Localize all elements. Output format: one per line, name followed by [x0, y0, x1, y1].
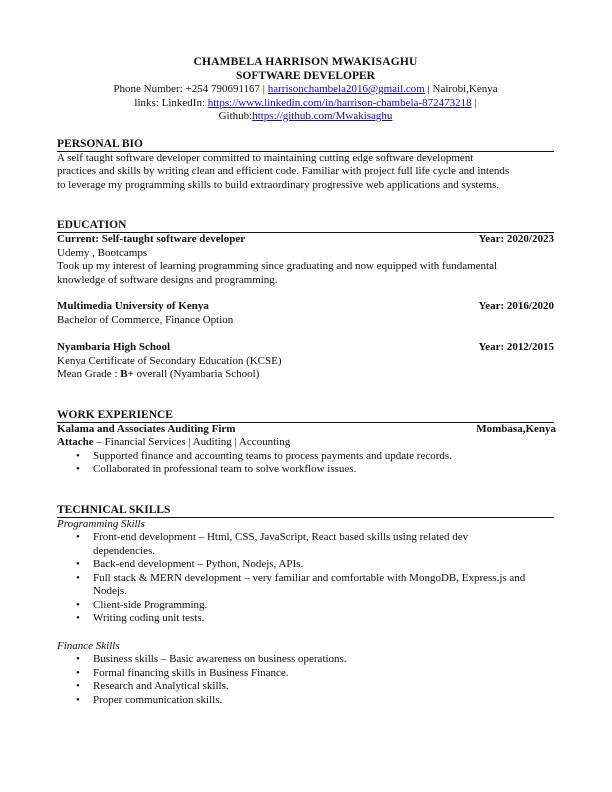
education-entry-highschool	[57, 341, 554, 382]
education-heading: Nyambaria High School	[57, 341, 171, 353]
list-item: • Research and Analytical skills.	[93, 680, 554, 694]
email-link[interactable]: harrisonchambela2016@gmail.com	[267, 83, 425, 95]
education-heading: Current: Self-taught software developer	[57, 233, 246, 245]
work-position-detail: – Financial Services | Auditing | Accounting	[93, 436, 291, 448]
links-label: links: LinkedIn:	[134, 96, 208, 109]
bio-line: A self taught software developer committed to maintaining cutting edge software development	[57, 151, 474, 164]
phone-text: Phone Number: +254 790691167 |	[113, 83, 268, 95]
programming-skills-list	[57, 531, 554, 626]
links-separator: |	[471, 96, 477, 109]
list-item: • Writing coding unit tests.	[93, 612, 554, 626]
list-item: • Client-side Programming.	[93, 599, 554, 613]
github-link[interactable]: https://github.com/Mwakisaghu	[252, 110, 393, 122]
work-position: Attache	[57, 436, 94, 448]
education-title: EDUCATION	[57, 219, 554, 233]
finance-skills-title: Finance Skills	[57, 639, 120, 652]
list-item: • Collaborated in professional team to solve workflow issues.	[93, 463, 554, 477]
list-item-text: dependencies.	[93, 544, 155, 557]
grade-value: B+	[120, 368, 134, 380]
work-title: WORK EXPERIENCE	[57, 409, 554, 423]
education-detail: Kenya Certificate of Secondary Education (KCSE)	[57, 354, 282, 367]
bio-section	[57, 138, 554, 193]
education-detail: Udemy , Bootcamps	[57, 246, 148, 259]
work-company: Kalama and Associates Auditing Firm	[57, 422, 236, 435]
bio-title: PERSONAL BIO	[57, 138, 554, 152]
list-item-text: Nodejs.	[93, 585, 127, 597]
list-item: • Formal financing skills in Business Finance.	[93, 667, 554, 681]
list-item: • Supported finance and accounting teams to process payments and update records.	[93, 450, 554, 464]
grade-label: Mean Grade :	[57, 368, 121, 380]
education-year: Year: 2020/2023	[478, 233, 554, 245]
location-text: | Nairobi,Kenya	[424, 83, 498, 95]
list-item	[93, 572, 554, 599]
list-item-text: Full stack & MERN development – very familiar and comfortable with MongoDB, Express.js and	[93, 571, 526, 584]
work-bullets	[57, 450, 554, 477]
contact-line	[57, 83, 554, 97]
work-section	[57, 409, 554, 477]
candidate-name: CHAMBELA HARRISON MWAKISAGHU	[193, 56, 418, 68]
list-item	[93, 531, 554, 558]
list-item: • Business skills – Basic awareness on business operations.	[93, 653, 554, 667]
candidate-role: SOFTWARE DEVELOPER	[236, 69, 375, 82]
github-label: Github:	[218, 110, 253, 122]
linkedin-link[interactable]: https://www.linkedin.com/in/harrison-chambela-872473218	[207, 96, 472, 109]
skills-section	[57, 504, 554, 708]
grade-suffix: overall (Nyambaria School)	[133, 368, 260, 380]
education-entry-university	[57, 300, 554, 327]
education-detail: Took up my interest of learning programming since graduating and now equipped with fundamental	[57, 260, 498, 272]
education-entry-current	[57, 233, 554, 287]
education-section	[57, 219, 554, 382]
list-item: • Proper communication skills.	[93, 694, 554, 708]
list-item: • Back-end development – Python, Nodejs, APIs.	[93, 558, 554, 572]
skills-title: TECHNICAL SKILLS	[57, 504, 554, 518]
education-year: Year: 2016/2020	[478, 300, 554, 312]
education-detail: Bachelor of Commerce, Finance Option	[57, 313, 234, 326]
resume-page	[57, 56, 554, 707]
work-position-line	[57, 436, 554, 450]
mean-grade-line	[57, 368, 554, 382]
list-item-text: Front-end development – Html, CSS, JavaScript, React based skills using related dev	[93, 531, 469, 543]
programming-skills-title: Programming Skills	[57, 517, 145, 530]
bio-line: practices and skills by writing clean and efficient code. Familiar with project full life cycle and intends	[57, 165, 510, 177]
education-year: Year: 2012/2015	[478, 341, 554, 353]
work-location: Mombasa,Kenya	[476, 422, 556, 435]
education-detail: knowledge of software designs and programming.	[57, 273, 278, 286]
finance-skills-list	[57, 653, 554, 707]
education-heading: Multimedia University of Kenya	[57, 300, 209, 312]
bio-line: to leverage my programming skills to build extraordinary progressive web applications and systems.	[57, 178, 500, 191]
github-line	[57, 110, 554, 124]
links-line	[57, 97, 554, 111]
resume-header	[57, 56, 554, 124]
